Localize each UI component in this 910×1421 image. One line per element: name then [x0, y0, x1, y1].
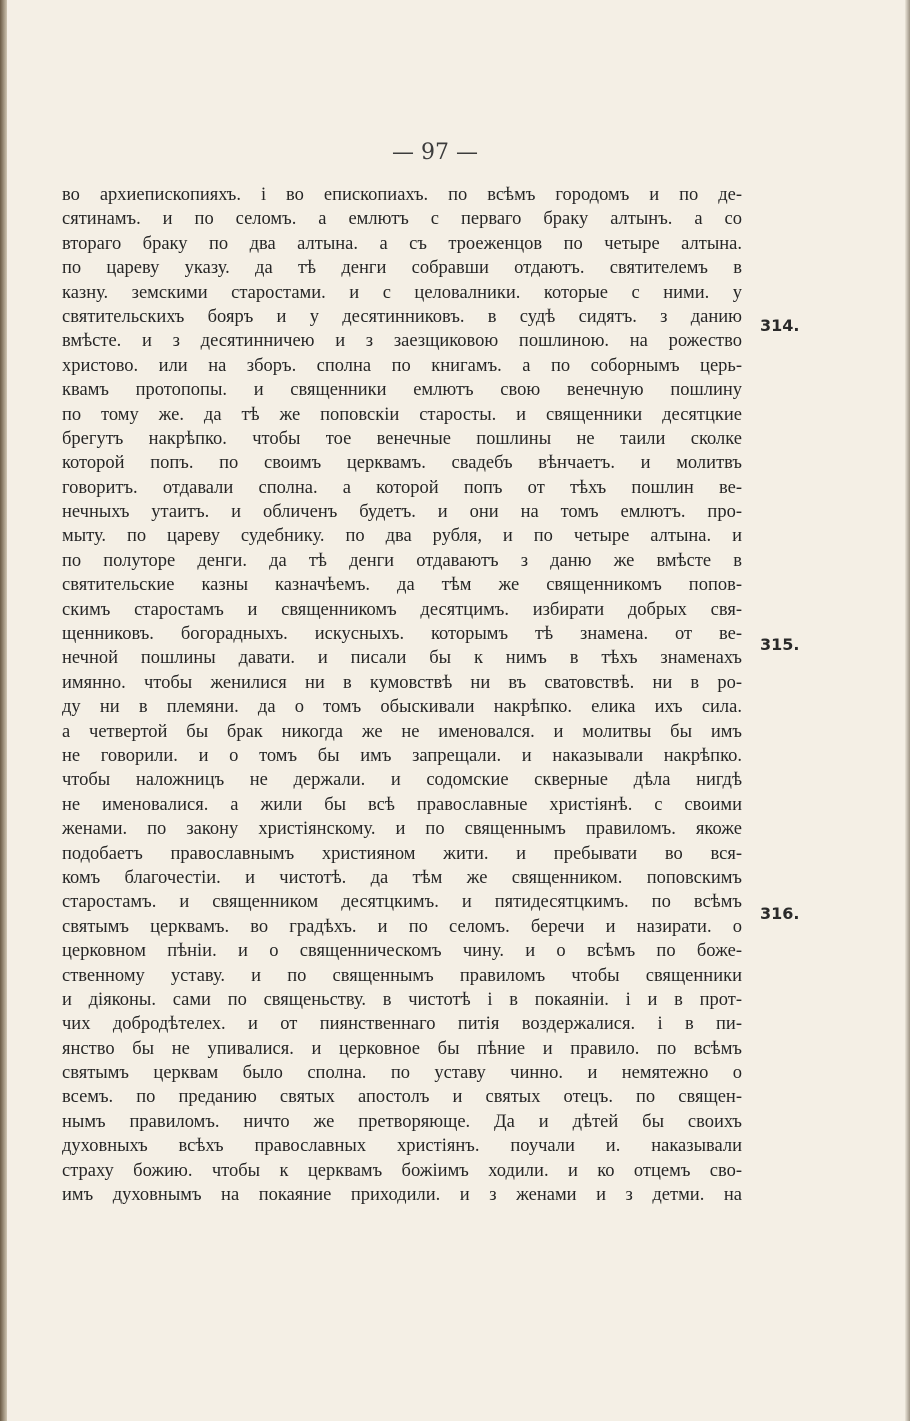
text-line: сятинамъ. и по селомъ. а емлютъ с перваго браку алтынъ. а со [62, 209, 742, 230]
text-line: по цареву указу. да тѣ денги собравши отдаютъ. святителемъ в [62, 258, 742, 279]
text-line: брегутъ накрѣпко. чтобы тое венечные пошлины не таили сколке [62, 428, 742, 449]
text-line: ду ни в племяни. да о томъ обыскивали накрѣпко. елика ихъ сила. [62, 697, 742, 718]
text-line: по полуторе денги. да тѣ денги отдаваютъ з даню же вмѣсте в [62, 550, 742, 571]
text-line: казну. земскими старостами. и с целовалники. которые с ними. у [62, 282, 742, 303]
text-line: всемъ. по преданию святых апостолъ и святых отецъ. по священ- [62, 1087, 742, 1108]
text-line: церковном пѣніи. и о священническомъ чину. и о всѣмъ по боже- [62, 941, 742, 962]
text-line: чтобы наложницъ не держали. и содомские скверные дѣла нигдѣ [62, 770, 742, 791]
text-line: святительскихъ бояръ и у десятинниковъ. в судѣ сидятъ. з данию [62, 306, 742, 327]
text-line: во архиепископияхъ. і во епископиахъ. по всѣмъ городомъ и по де- [62, 185, 742, 205]
text-line: втораго браку по два алтына. а съ троеженцов по четыре алтына. [62, 233, 742, 254]
text-line: христово. или на зборъ. сполна по книгамъ. а по соборнымъ церь- [62, 355, 742, 376]
text-line: мыту. по цареву судебнику. по два рубля, и по четыре алтына. и [62, 526, 742, 547]
text-line: духовныхъ всѣхъ православных христіянъ. поучали и. наказывали [62, 1136, 742, 1157]
text-line: скимъ старостамъ и священникомъ десятцимъ. избирати добрых свя- [62, 599, 742, 620]
text-line: не именовалися. а жили бы всѣ православные христіянѣ. с своими [62, 794, 742, 815]
text-line: янство бы не упивалися. и церковное бы пѣние и правило. по всѣмъ [62, 1038, 742, 1059]
page-binding-edge [0, 0, 7, 1421]
margin-number-314: 314. [760, 316, 800, 335]
text-line: имъ духовнымъ на покаяние приходили. и з женами и з детми. на [62, 1185, 742, 1206]
margin-number-316: 316. [760, 904, 800, 923]
text-line: женами. по закону христіянскому. и по священнымъ правиломъ. якоже [62, 819, 742, 840]
text-line: чих добродѣтелех. и от пиянственнаго питія воздержалися. і в пи- [62, 1014, 742, 1035]
page-outer-edge [905, 0, 910, 1421]
text-line: подобаетъ православнымъ християном жити. и пребывати во вся- [62, 843, 742, 864]
text-line: не говорили. и о томъ бы имъ запрещали. и наказывали накрѣпко. [62, 745, 742, 766]
body-text [62, 183, 742, 1207]
text-line: нечной пошлины давати. и писали бы к нимъ в тѣхъ знаменахъ [62, 648, 742, 669]
text-line: по тому же. да тѣ же поповскіи старосты. и священники десятцкие [62, 404, 742, 425]
text-line: которой попъ. по своимъ церквамъ. свадебъ вѣнчаетъ. и молитвъ [62, 453, 742, 474]
margin-number-315: 315. [760, 635, 800, 654]
text-line: святительские казны казначѣемъ. да тѣм же священникомъ попов- [62, 575, 742, 596]
text-line: святымъ церквам было сполна. по уставу чинно. и немятежно о [62, 1063, 742, 1084]
text-line: квамъ протопопы. и священники емлютъ свою венечную пошлину [62, 380, 742, 401]
text-line: ственному уставу. и по священнымъ правиломъ чтобы священники [62, 965, 742, 986]
text-line: а четвертой бы брак никогда же не именовался. и молитвы бы имъ [62, 721, 742, 742]
text-line: и діяконы. сами по священьству. в чистотѣ і в покаяніи. і и в прот- [62, 989, 742, 1010]
page-number: — 97 — [392, 140, 478, 165]
text-line: страху божию. чтобы к церквамъ божіимъ ходили. и ко отцемъ сво- [62, 1160, 742, 1181]
text-line: говоритъ. отдавали сполна. а которой попъ от тѣхъ пошлин ве- [62, 477, 742, 498]
text-line: старостамъ. и священником десятцкимъ. и пятидесятцкимъ. по всѣмъ [62, 892, 742, 913]
text-line: имянно. чтобы женилися ни в кумовствѣ ни въ сватовствѣ. ни в ро- [62, 672, 742, 693]
text-line: комъ благочестіи. и чистотѣ. да тѣм же священником. поповскимъ [62, 867, 742, 888]
text-line: нечныхъ утаитъ. и обличенъ будетъ. и они на томъ емлютъ. про- [62, 502, 742, 523]
text-line: святымъ церквамъ. во градѣхъ. и по селомъ. беречи и назирати. о [62, 916, 742, 937]
text-line: нымъ правиломъ. ничто же претворяюще. Да и дѣтей бы своихъ [62, 1111, 742, 1132]
text-line: вмѣсте. и з десятинничею и з заезщиковою пошлиною. на рожество [62, 331, 742, 352]
text-line: щенниковъ. богорадныхъ. искусныхъ. которымъ тѣ знамена. от ве- [62, 624, 742, 645]
